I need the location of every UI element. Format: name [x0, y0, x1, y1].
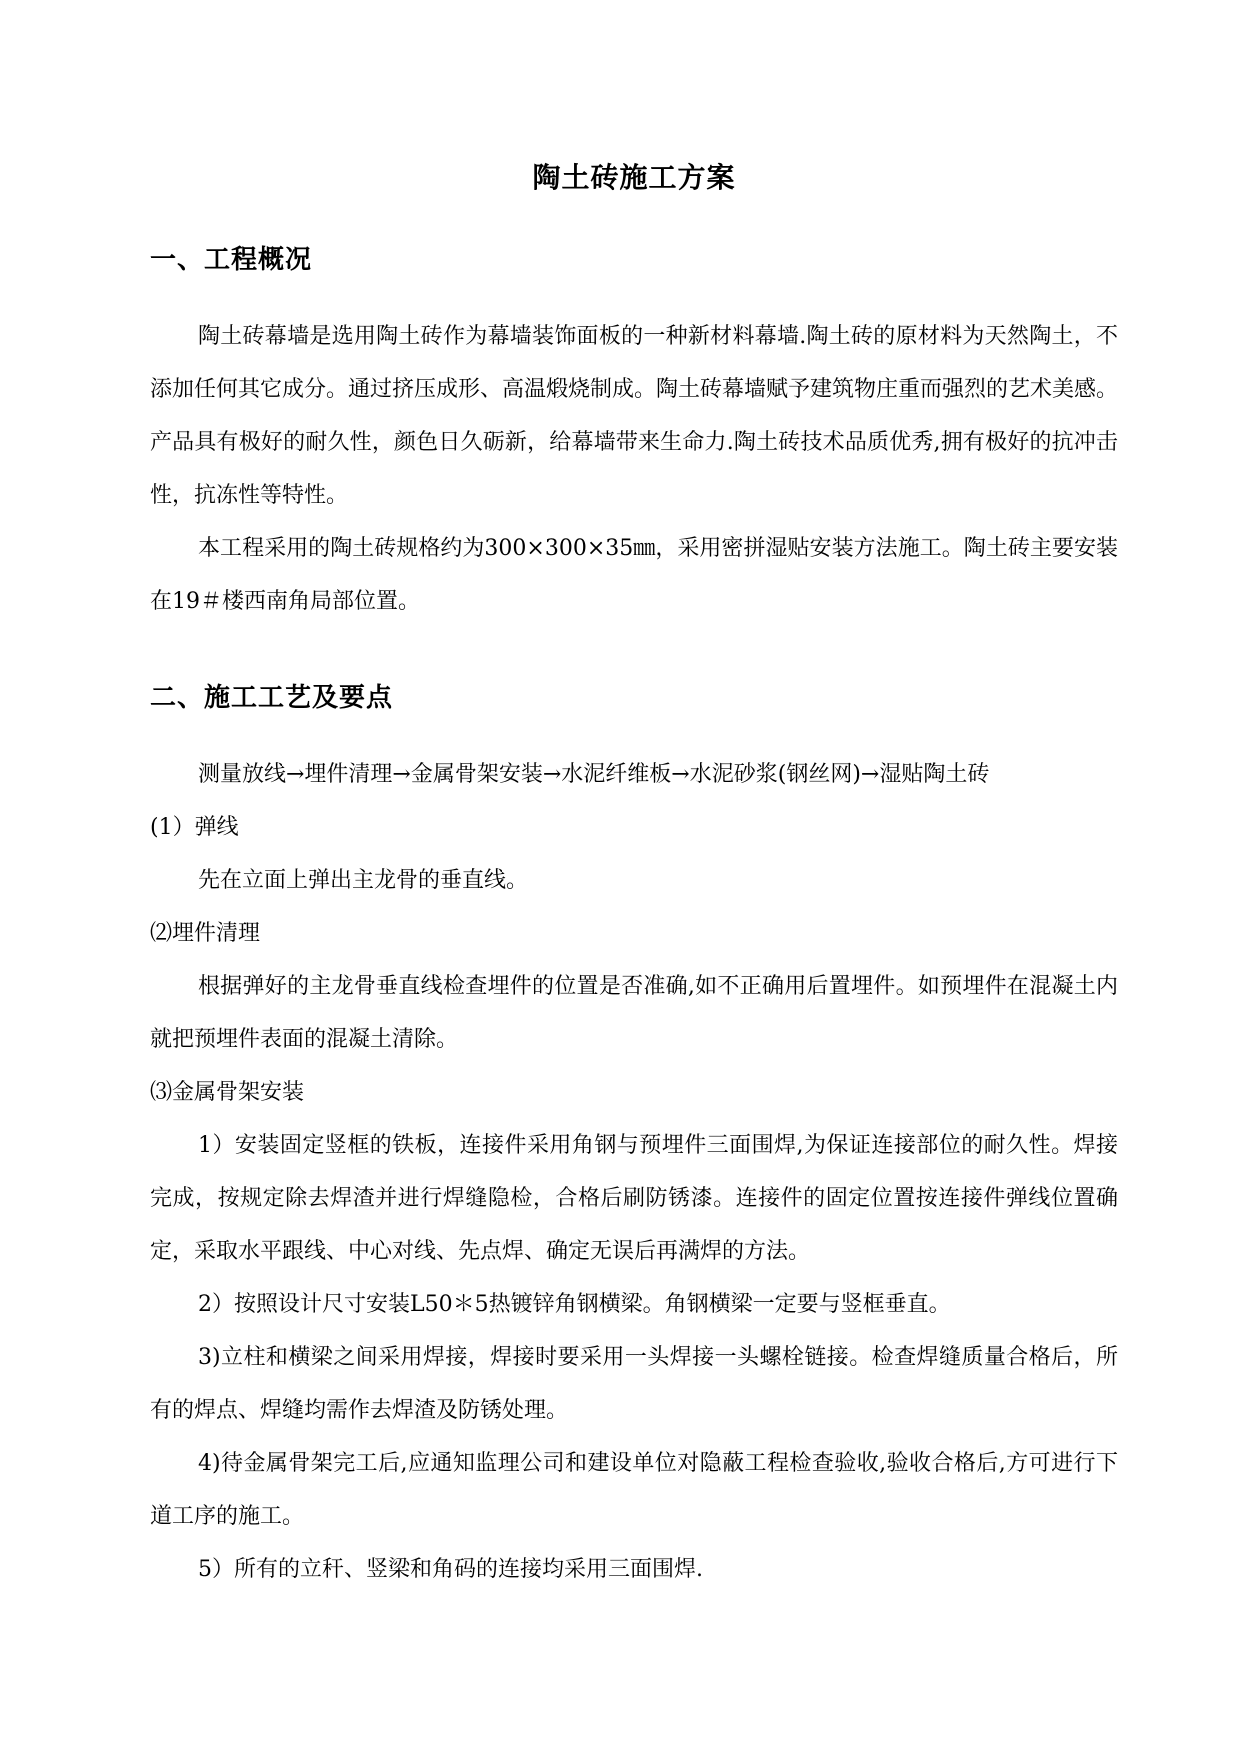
step-paragraph: 先在立面上弹出主龙骨的垂直线。	[198, 868, 529, 893]
step-paragraph: 2）按照设计尺寸安装L50＊5热镀锌角钢横梁。角钢横梁一定要与竖框垂直。	[198, 1292, 951, 1317]
step-label-snap-line: (1）弹线	[150, 815, 239, 840]
overview-paragraph-2: 本工程采用的陶土砖规格约为300×300×35㎜，采用密拼湿贴安装方法施工。陶土砖主要安装在19＃楼西南角局部位置。	[150, 536, 1118, 614]
section-heading-process: 二、施工工艺及要点	[150, 683, 394, 713]
document-title: 陶土砖施工方案	[532, 161, 736, 194]
step-paragraph: 4)待金属骨架完工后,应通知监理公司和建设单位对隐蔽工程检查验收,验收合格后,方可进行下道工序的施工。	[150, 1451, 1119, 1529]
step-label-embed-cleanup: ⑵埋件清理	[150, 921, 261, 946]
step-label-frame-install: ⑶金属骨架安装	[150, 1080, 305, 1105]
process-flow: 测量放线→埋件清理→金属骨架安装→水泥纤维板→水泥砂浆(钢丝网)→湿贴陶土砖	[198, 762, 990, 787]
step-paragraph: 3)立柱和横梁之间采用焊接，焊接时要采用一头焊接一头螺栓链接。检查焊缝质量合格后，所有的焊点、焊缝均需作去焊渣及防锈处理。	[150, 1345, 1118, 1423]
step-paragraph: 根据弹好的主龙骨垂直线检查埋件的位置是否准确,如不正确用后置埋件。如预埋件在混凝土内就把预埋件表面的混凝土清除。	[150, 974, 1118, 1052]
overview-paragraph-1: 陶土砖幕墙是选用陶土砖作为幕墙装饰面板的一种新材料幕墙.陶土砖的原材料为天然陶土，不添加任何其它成分。通过挤压成形、高温煅烧制成。陶土砖幕墙赋予建筑物庄重而强烈的艺术美感。产品具有极好的耐久性，颜色日久砺新，给幕墙带来生命力.陶土砖技术品质优秀,拥有极好的抗冲击性，抗冻性等特性。	[150, 324, 1119, 508]
step-paragraph: 5）所有的立秆、竖梁和角码的连接均采用三面围焊.	[198, 1557, 703, 1582]
document-content	[150, 158, 1118, 1596]
step-paragraph: 1）安装固定竖框的铁板，连接件采用角钢与预埋件三面围焊,为保证连接部位的耐久性。焊接完成，按规定除去焊渣并进行焊缝隐检，合格后刷防锈漆。连接件的固定位置按连接件弹线位置确定，采取水平跟线、中心对线、先点焊、确定无误后再满焊的方法。	[150, 1133, 1118, 1264]
section-heading-overview: 一、工程概况	[150, 245, 313, 275]
